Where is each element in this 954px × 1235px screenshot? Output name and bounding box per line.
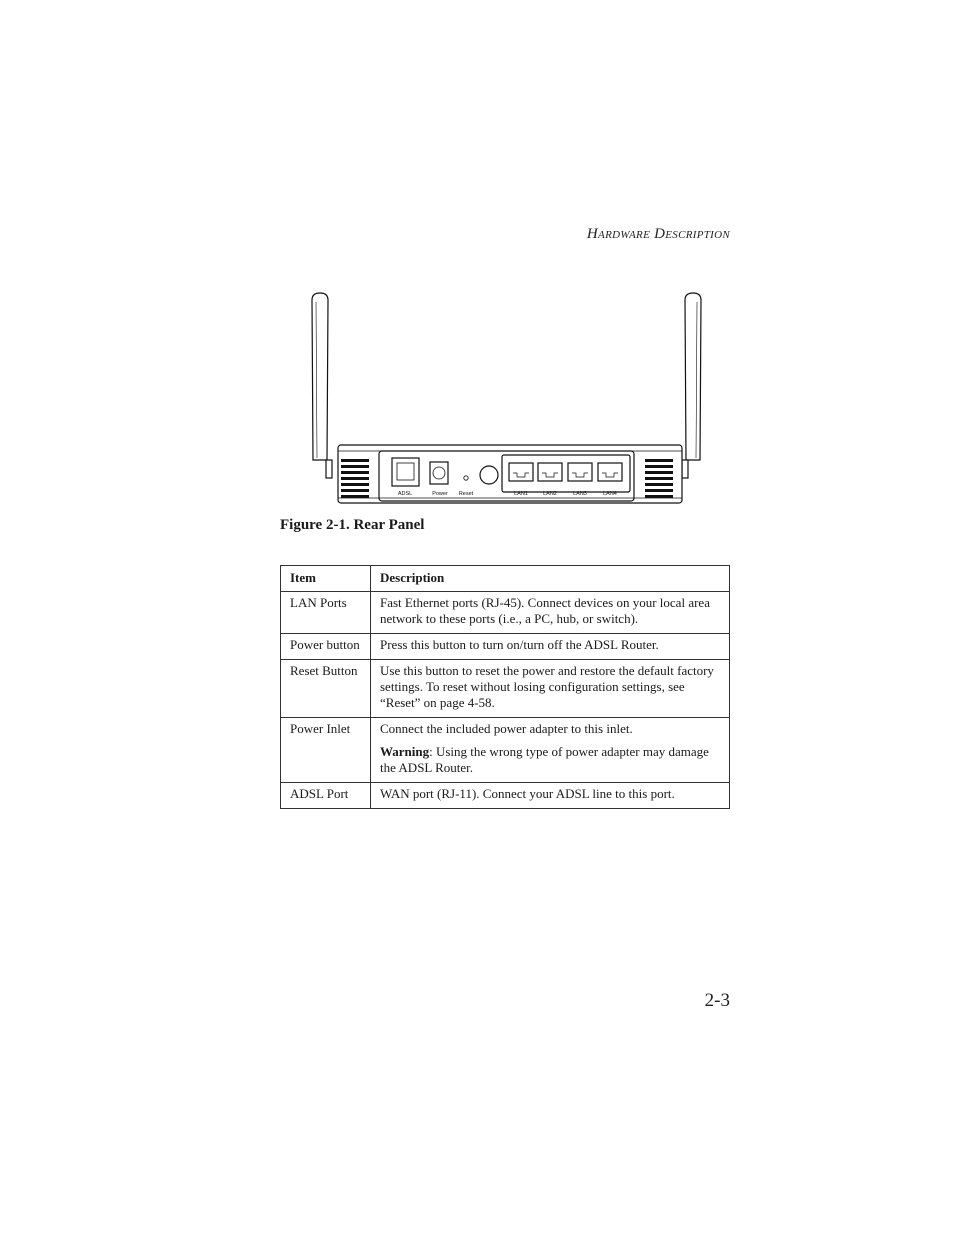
page-number: 2-3 [704, 990, 730, 1011]
item-cell: ADSL Port [281, 783, 371, 809]
lan1-label: LAN1 [514, 491, 528, 497]
lan2-label: LAN2 [543, 491, 557, 497]
left-antenna [312, 293, 328, 460]
item-cell: Power Inlet [281, 718, 371, 783]
router-rear-panel-illustration [304, 288, 714, 508]
running-head: Hardware Description [586, 226, 730, 242]
table-row [281, 634, 730, 660]
description-cell: WAN port (RJ-11). Connect your ADSL line to this port. [371, 783, 730, 809]
warning-label: Warning [380, 744, 430, 759]
adsl-label: ADSL [397, 491, 413, 497]
warning-text: : Using the wrong type of power adapter may damage the ADSL Router. [380, 744, 709, 775]
warning-note [380, 744, 720, 776]
column-header-item: Item [281, 566, 371, 592]
item-cell: LAN Ports [281, 592, 371, 634]
description-cell: Fast Ethernet ports (RJ-45). Connect devices on your local area network to these ports (i.e., a PC, hub, or switch). [371, 592, 730, 634]
power-label: Power [432, 491, 448, 497]
table-row [281, 592, 730, 634]
table-row [281, 718, 730, 783]
reset-label: Reset [458, 491, 474, 497]
description-cell: Press this button to turn on/turn off the ADSL Router. [371, 634, 730, 660]
table-row [281, 660, 730, 718]
rear-panel-figure [304, 288, 714, 508]
description-text: Connect the included power adapter to this inlet. [380, 721, 633, 736]
rear-panel-table [280, 565, 730, 809]
item-cell: Power button [281, 634, 371, 660]
item-cell: Reset Button [281, 660, 371, 718]
figure-caption: Figure 2-1. Rear Panel [280, 517, 425, 533]
lan4-label: LAN4 [603, 491, 617, 497]
table-header-row [281, 566, 730, 592]
column-header-description: Description [371, 566, 730, 592]
table-row [281, 783, 730, 809]
description-cell [371, 718, 730, 783]
right-antenna [685, 293, 701, 460]
lan3-label: LAN3 [573, 491, 587, 497]
description-cell: Use this button to reset the power and restore the default factory settings. To reset without losing configuration settings, see “Reset” on page 4-58. [371, 660, 730, 718]
